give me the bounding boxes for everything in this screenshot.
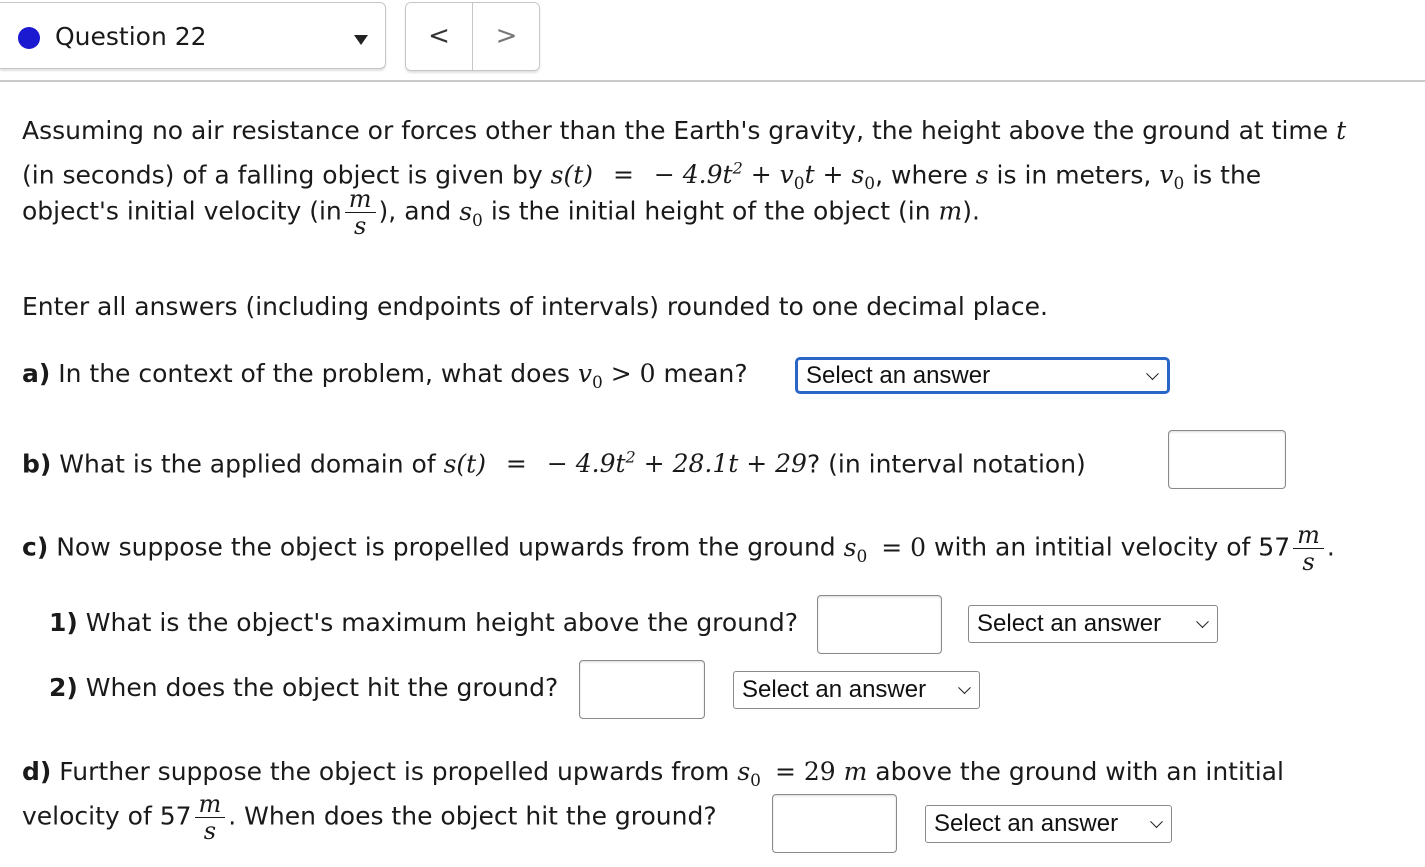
part-b-domain-input[interactable]: [1168, 430, 1286, 489]
intro-line-3: object's initial velocity (in $\frac{m}{s}$ ), and $s_0$ is the initial height of the object (in m).: [22, 185, 980, 240]
fraction-m-over-s: $\frac{m}{s}$: [195, 791, 226, 844]
part-c1-max-height-input[interactable]: [817, 595, 942, 654]
part-b-question: b) What is the applied domain of s(t) = − $4.9t^2 + 28.1t + 29$? (in interval notation): [22, 448, 1086, 479]
intro-line-2: (in seconds) of a falling object is given by s(t) = − $4.9t^2 + v_0t + s_0$, where s is in meters, $v_0$ is the: [22, 159, 1262, 195]
part-a-answer-select[interactable]: Select an answer: [795, 357, 1170, 394]
header-divider: [0, 80, 1425, 82]
part-c1-units-select[interactable]: Select an answer: [968, 605, 1218, 643]
formula-lhs: s(t): [550, 160, 593, 190]
instructions-text: Enter all answers (including endpoints of intervals) rounded to one decimal place.: [22, 292, 1048, 321]
question-selector[interactable]: [0, 2, 386, 69]
part-d-question-line-2: velocity of 57 $\frac{m}{s}$ . When does the object hit the ground?: [22, 790, 717, 845]
next-question-button[interactable]: >: [473, 3, 540, 70]
fraction-m-over-s: $\frac{m}{s}$: [1293, 522, 1324, 575]
part-a-question: a) In the context of the problem, what does $v_0 > 0$ mean?: [22, 359, 748, 393]
part-c1-question: 1) What is the object's maximum height above the ground?: [49, 608, 799, 637]
part-c2-units-select[interactable]: Select an answer: [733, 671, 980, 709]
part-c2-question: 2) When does the object hit the ground?: [49, 673, 559, 702]
caret-down-icon: [354, 35, 368, 45]
chevron-down-icon: [1150, 815, 1163, 828]
question-nav-buttons: [405, 2, 540, 71]
chevron-down-icon: [1196, 615, 1209, 628]
previous-question-button[interactable]: <: [406, 3, 473, 70]
part-d-units-select[interactable]: Select an answer: [925, 805, 1172, 843]
intro-line-1: Assuming no air resistance or forces other than the Earth's gravity, the height above the ground at time t: [22, 116, 1347, 145]
fraction-m-over-s: $\frac{m}{s}$: [345, 186, 376, 239]
chevron-down-icon: [1146, 367, 1159, 380]
chevron-down-icon: [958, 681, 971, 694]
question-label: Question 22: [55, 22, 207, 51]
part-c2-time-input[interactable]: [579, 660, 705, 719]
part-d-question-line-1: d) Further suppose the object is propelled upwards from $s_0 = 29$ m above the ground with an intitial: [22, 757, 1284, 791]
question-status-dot: [18, 27, 40, 49]
part-d-time-input[interactable]: [772, 794, 897, 853]
question-nav-bar: [0, 0, 1425, 82]
part-c-question: c) Now suppose the object is propelled upwards from the ground $s_0 = 0$ with an intitial velocity of 57 $\frac{m}{s}$ .: [22, 521, 1335, 576]
